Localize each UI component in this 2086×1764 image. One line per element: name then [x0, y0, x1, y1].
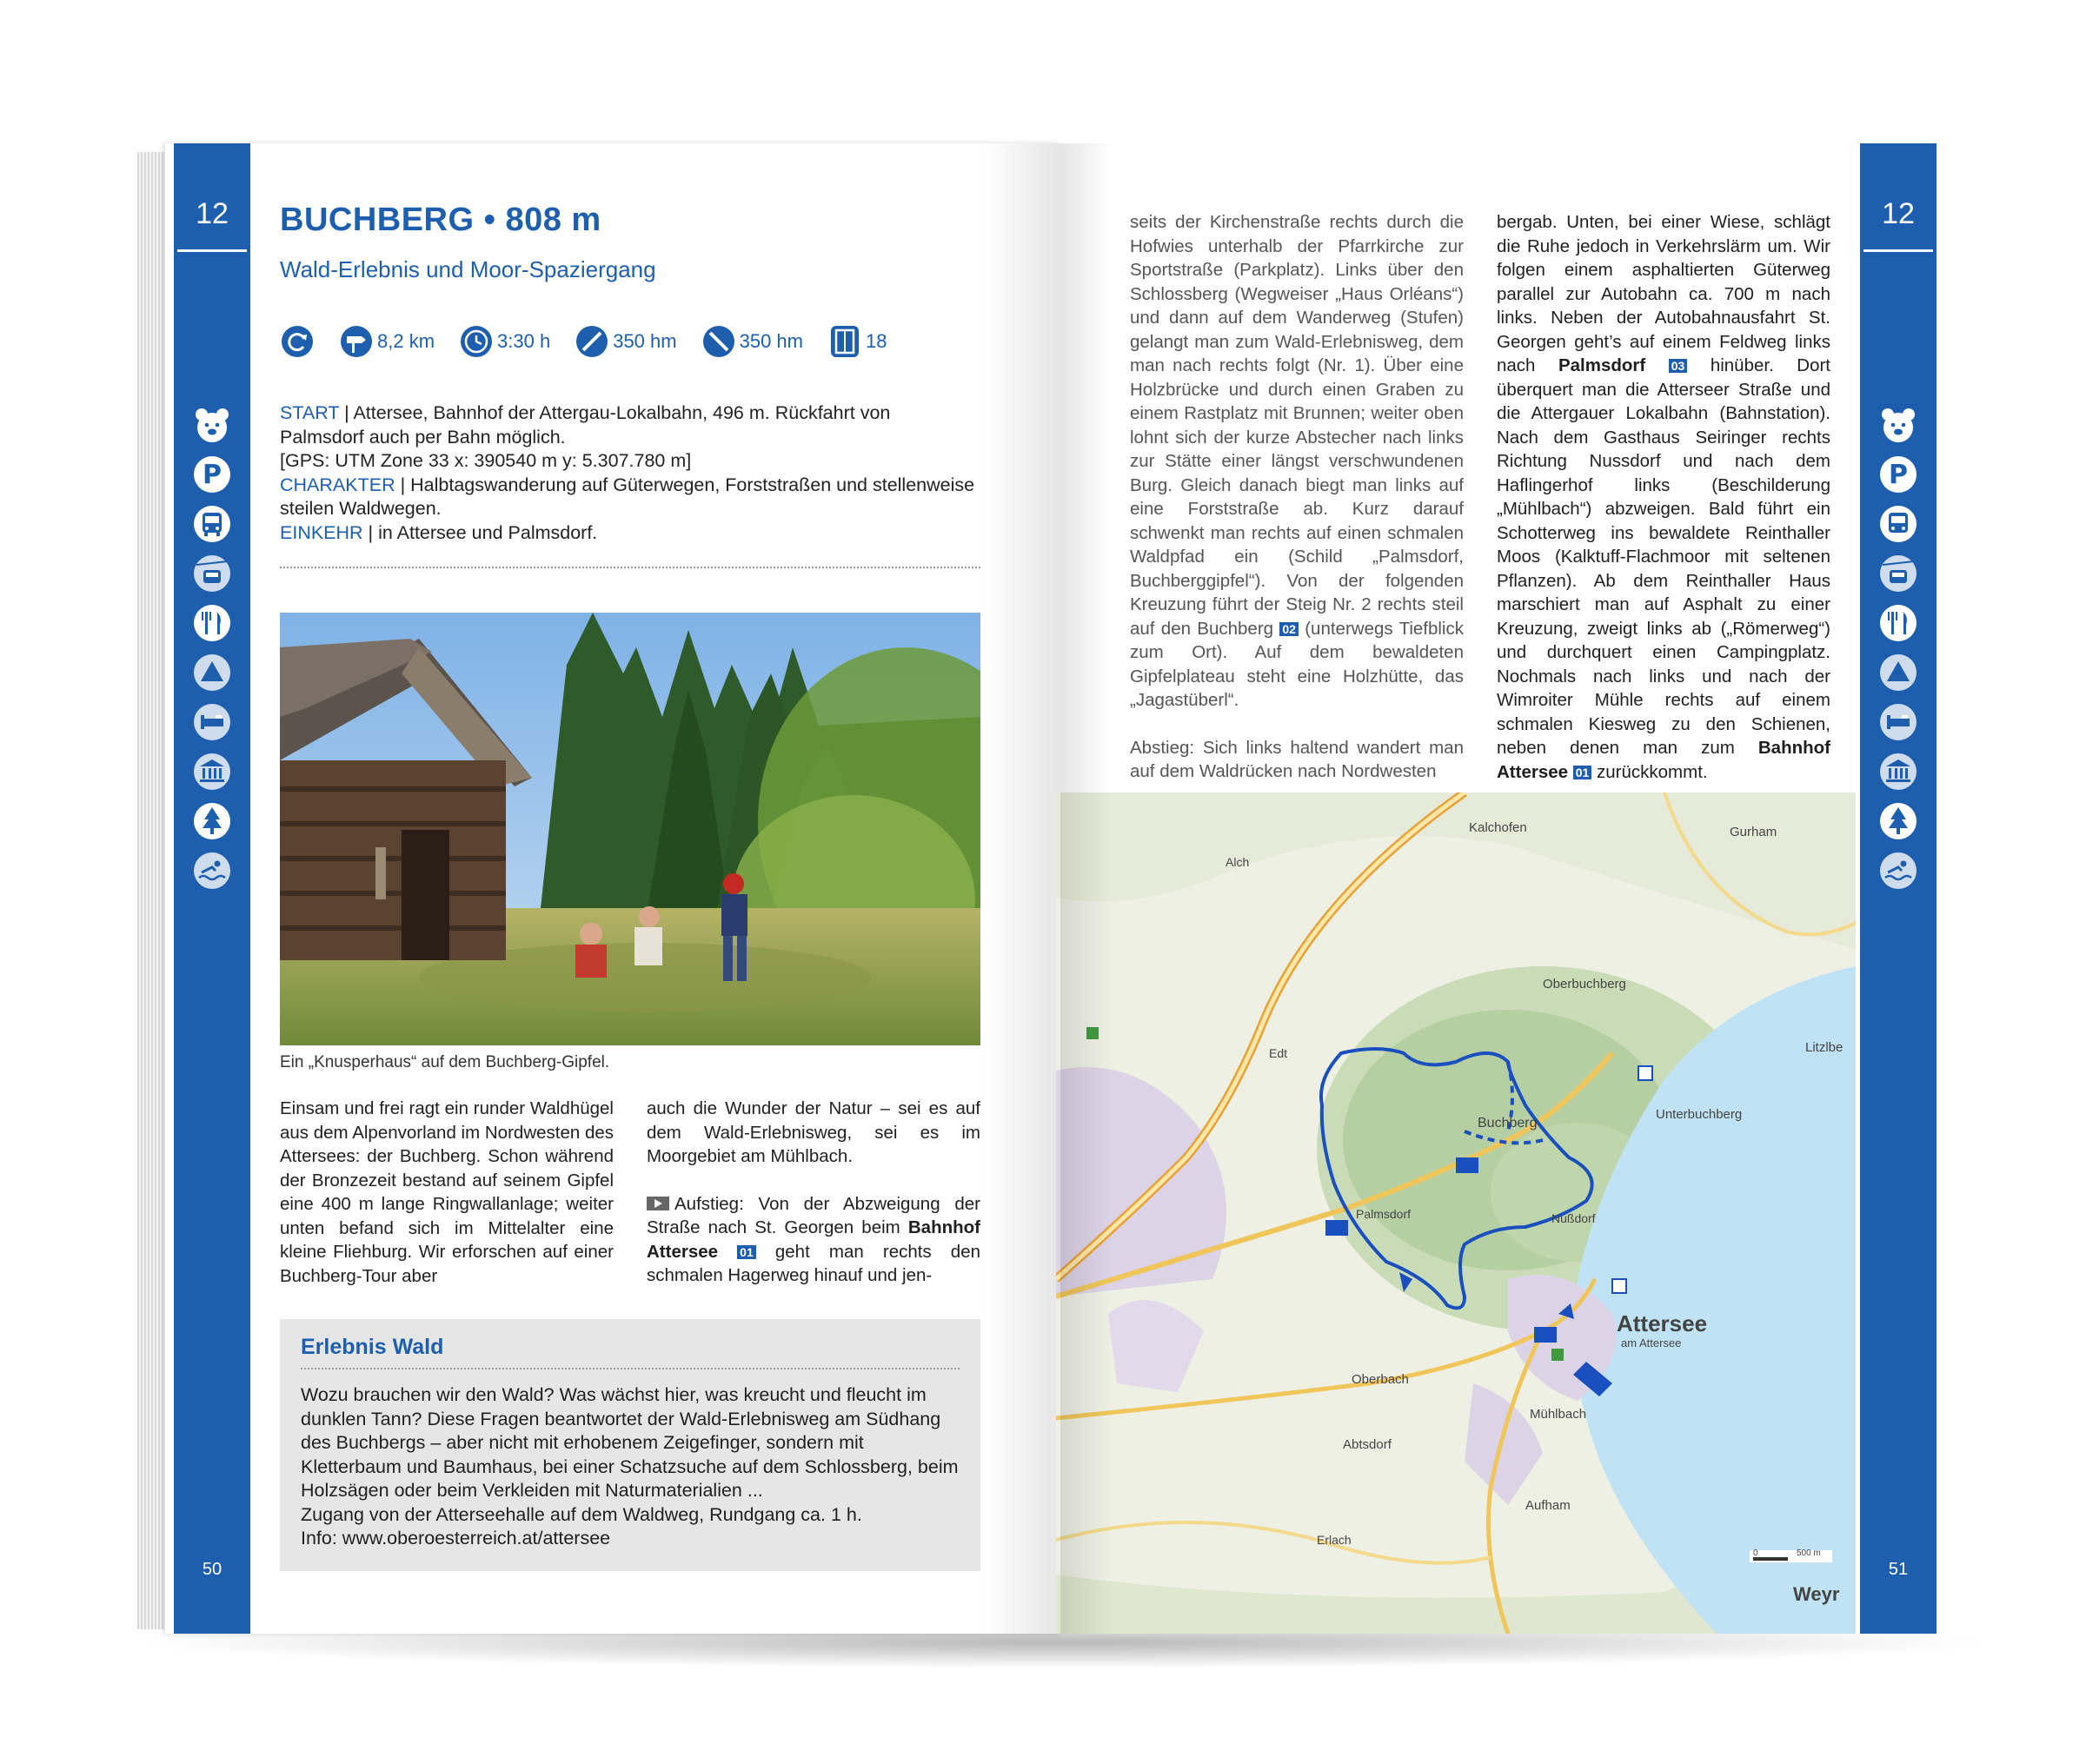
start-label: START: [280, 402, 340, 423]
einkehr-info: [280, 521, 975, 546]
gutter-shadow-right: [1060, 143, 1113, 1634]
map-scale-segment: [1753, 1557, 1788, 1561]
svg-text:P: P: [1889, 460, 1908, 490]
map-label-gurham: Gurham: [1730, 825, 1777, 839]
map-label-unterbuchberg: Unterbuchberg: [1656, 1107, 1743, 1122]
tour-number-left: 12: [196, 197, 229, 230]
distance-stat: [339, 324, 435, 359]
einkehr-text: | in Attersee und Palmsdorf.: [362, 521, 598, 543]
tour-title: BUCHBERG • 808 m: [280, 202, 601, 238]
strip-rule-right: [1863, 249, 1933, 252]
info-box: [280, 1319, 980, 1571]
intro-text-2a: auch die Wunder der Natur – sei es auf dem Wald-Erlebnisweg, sei es im Moorgebiet am Mühlbach.: [647, 1098, 980, 1166]
descent-value: 350 hm: [739, 330, 803, 352]
parking-icon: [1877, 454, 1919, 495]
waypoint-03-badge: 03: [1669, 359, 1688, 373]
duration-value: 3:30 h: [497, 330, 551, 352]
info-box-para-1: Wozu brauchen wir den Wald? Was wächst hier, was kreucht und fleucht im dunklen Tann? Diese Fragen beantwortet der Wald-Erlebnisweg am Südhang des Buchbergs – aber nicht mit erhobenem Zeigefinger, sondern mit Kletterbaum und Baumhaus, bei einer Schatzsuche auf dem Schlossberg, beim Holzsägen oder beim Verkleiden mit Naturmaterialien ...: [301, 1384, 959, 1501]
swimming-icon: [191, 850, 233, 892]
info-box-divider: [301, 1368, 960, 1369]
einkehr-label: EINKEHR: [280, 521, 363, 543]
bear-icon: [191, 404, 233, 446]
right-blue-strip: [1860, 143, 1937, 1634]
map-label-attersee: Attersee: [1617, 1310, 1708, 1336]
descent-stat: [701, 324, 803, 359]
loop-icon: [280, 324, 315, 359]
clock-icon: [459, 324, 494, 359]
bear-icon: [1877, 404, 1919, 446]
tour-stats: [280, 324, 887, 359]
info-divider: [280, 567, 980, 568]
info-box-title: Erlebnis Wald: [301, 1335, 444, 1359]
map-scale-zero: 0: [1753, 1548, 1758, 1558]
tree-icon: [1877, 800, 1919, 842]
map-label-aufham: Aufham: [1525, 1498, 1571, 1513]
play-arrow-icon: [647, 1197, 669, 1210]
swimming-icon: [1877, 850, 1919, 892]
tour-subtitle: Wald-Erlebnis und Moor-Spaziergang: [280, 256, 656, 282]
charakter-label: CHARAKTER: [280, 474, 395, 495]
start-text: | Attersee, Bahnhof der Attergau-Lokalbahn, 496 m. Rückfahrt von Palmsdorf auch per Bahn möglich.: [280, 402, 891, 448]
route-map: [1056, 792, 1856, 1634]
left-blue-strip: [174, 143, 250, 1634]
charakter-text: | Halbtagswanderung auf Güterwegen, Forststraßen und stellenweise steilen Waldwegen.: [280, 474, 975, 519]
map-label-kalchofen: Kalchofen: [1469, 820, 1527, 835]
map-label-palmsdorf: Palmsdorf: [1356, 1207, 1412, 1221]
photo-caption: Ein „Knusperhaus“ auf dem Buchberg-Gipfel.: [280, 1053, 610, 1071]
page-edges-left: [137, 152, 169, 1629]
map-scale-length: 500 m: [1797, 1548, 1821, 1558]
map-label-attersee-sub: am Attersee: [1621, 1336, 1682, 1350]
ascent-paragraph: [647, 1192, 980, 1288]
svg-text:P: P: [203, 460, 222, 490]
right-column-2: [1497, 210, 1830, 784]
museum-icon: [1877, 751, 1919, 792]
map-label-weyregg: Weyr: [1793, 1583, 1840, 1605]
ascent-value: 350 hm: [613, 330, 677, 352]
info-box-para-2: Zugang von der Atterseehalle auf dem Waldweg, Rundgang ca. 1 h.: [301, 1503, 862, 1525]
duration-stat: [459, 324, 550, 359]
map-label-edt: Edt: [1269, 1046, 1288, 1060]
museum-icon: [191, 751, 233, 792]
map-number-value: 18: [865, 330, 887, 352]
map-label-oberbach: Oberbach: [1352, 1372, 1409, 1387]
right-col1-text-1: seits der Kirchenstraße rechts durch die Hofwies unterhalb der Pfarrkirche zur Sportstraße (Parkplatz). Links über den Schlossberg (Wegweiser „Haus Orléans“) und dann auf dem Wanderweg (Stufen) gelangt man zum Wald-Erlebnisweg, dem man nach rechts folgt (Nr. 1). Über eine Holzbrücke und durch einen Graben zu einem Rastplatz mit Brunnen; weiter oben lohnt sich der kurze Abstecher nach links zur Stätte einer längst verschwundenen Burg. Gleich danach biegt man links auf eine Forststraße ab. Kurz darauf schwenkt man rechts auf einen schmalen Waldpfad ein (Schild „Palmsdorf, Buchberggipfel“). Von der folgenden Kreuzung führt der Steig Nr. 2 rechts steil auf den: [1130, 212, 1464, 639]
intro-column-2: [647, 1097, 980, 1288]
waypoint-02-badge: 02: [1279, 622, 1299, 636]
right-col1-para-a: [1130, 210, 1464, 713]
bus-icon: [191, 503, 233, 545]
ascent-place: Bahnhof Attersee: [647, 1217, 980, 1262]
info-box-text: [301, 1383, 961, 1551]
restaurant-icon: [191, 602, 233, 644]
strip-rule: [177, 249, 247, 252]
right-col2-para: [1497, 210, 1830, 784]
tour-number-right: 12: [1882, 197, 1915, 230]
map-label-buchberg: Buchberg: [1478, 1116, 1538, 1131]
summit-hut-photo: [280, 613, 980, 1045]
waypoint-01-badge: 01: [737, 1245, 756, 1259]
waypoint-01-badge-right: 01: [1573, 766, 1592, 779]
bus-icon: [1877, 503, 1919, 545]
restaurant-icon: [1877, 602, 1919, 644]
gutter-shadow-left: [982, 143, 1060, 1634]
ascent-stat: [575, 324, 676, 359]
right-col2-place-1: Palmsdorf: [1558, 355, 1646, 375]
category-icons-left: [174, 404, 250, 899]
loop-stat: [280, 324, 315, 359]
map-sheet-icon: [827, 324, 862, 359]
intro-column-1: [280, 1097, 614, 1288]
signpost-icon: [339, 324, 374, 359]
map-label-litzlberg: Litzlbe: [1805, 1040, 1844, 1055]
right-col1-text-3: (unterwegs Tiefblick zum Ort). Auf dem bewaldeten Gipfelplateau steht eine Holzhütte, das „Jagastüberl“.: [1130, 618, 1464, 710]
page-number-left: 50: [202, 1560, 223, 1579]
map-label-abtsdorf: Abtsdorf: [1343, 1437, 1392, 1452]
gondola-icon: [1877, 553, 1919, 594]
ascent-icon: [575, 324, 609, 359]
charakter-info: [280, 474, 975, 521]
map-label-muehlbach: Mühlbach: [1530, 1407, 1587, 1422]
distance-value: 8,2 km: [377, 330, 435, 352]
page-number-right: 51: [1888, 1560, 1909, 1579]
category-icons-right: [1860, 404, 1937, 899]
parking-icon: [191, 454, 233, 495]
bed-icon: [191, 701, 233, 743]
map-label-nussdorf: Nußdorf: [1551, 1211, 1596, 1225]
right-col2-text-1: bergab. Unten, bei einer Wiese, schlägt die Ruhe jedoch in Verkehrslärm um. Wir folgen einem asphaltierten Güterweg parallel zur Autobahn ca. 700 m nach links. Neben der Autobahnausfahrt St. Georgen geht’s auf einem Feldweg links nach: [1497, 212, 1830, 375]
ascent-text-1: Aufstieg: Von der Abzweigung der Straße nach St. Georgen beim: [647, 1193, 980, 1237]
right-col1-place: Buchberg: [1197, 618, 1274, 639]
intro-text-1: Einsam und frei ragt ein runder Waldhügel aus dem Alpenvorland im Nordwesten des Attersees: der Buchberg. Schon während der Bronzezeit bestand auf seinem Gipfel eine 400 m lange Ringwallanlage; weiter unten befand sich im Mittelalter eine kleine Fliehburg. Wir erforschen auf einer Buchberg-Tour aber: [280, 1098, 615, 1286]
hut-icon: [191, 652, 233, 693]
map-stat: [827, 324, 887, 359]
map-label-erlach: Erlach: [1317, 1533, 1352, 1547]
bed-icon: [1877, 701, 1919, 743]
map-label-oberbuchberg: Oberbuchberg: [1543, 977, 1626, 991]
right-col2-text-3: hinüber. Dort überquert man die Atterseer Straße und die Attergauer Lokalbahn (Bahnstation). Nach dem Gasthaus Seiringer rechts Richtung Nussdorf und nach dem Haflingerhof links (Beschilderung „Mühlbach“) abzweigen. Bald führt ein Schotterweg ins bewaldete Reinthaller Moos (Kalktuff-Flachmoor mit seltenen Pflanzen). Ab dem Reinthaller Haus marschiert man auf Asphalt zu einer Kreuzung, zweigt links ab („Römerweg“) und durchquert einen Campingplatz. Nochmals nach links und nach der Wimroiter Mühle rechts auf einem schmalen Kiesweg zu den Schienen, neben denen man zum: [1497, 355, 1830, 758]
hut-icon: [1877, 652, 1919, 693]
gondola-icon: [191, 553, 233, 594]
descent-paragraph: Abstieg: Sich links haltend wandert man auf dem Waldrücken nach Nordwesten: [1130, 737, 1464, 781]
map-label-alch: Alch: [1226, 855, 1250, 869]
info-box-para-3: Info: www.oberoesterreich.at/attersee: [301, 1528, 611, 1548]
right-column-1: [1130, 210, 1464, 784]
tree-icon: [191, 800, 233, 842]
right-col2-text-5: zurückkommt.: [1591, 761, 1708, 782]
start-info: [280, 401, 975, 449]
descent-icon: [701, 324, 736, 359]
ascent-text-3: geht man rechts den schmalen Hagerweg hinauf und jen-: [647, 1241, 981, 1285]
gps-info: [GPS: UTM Zone 33 x: 390540 m y: 5.307.780 m]: [280, 450, 692, 471]
tour-info: [280, 401, 975, 545]
right-col2-place-2: Bahnhof Attersee: [1497, 738, 1830, 782]
